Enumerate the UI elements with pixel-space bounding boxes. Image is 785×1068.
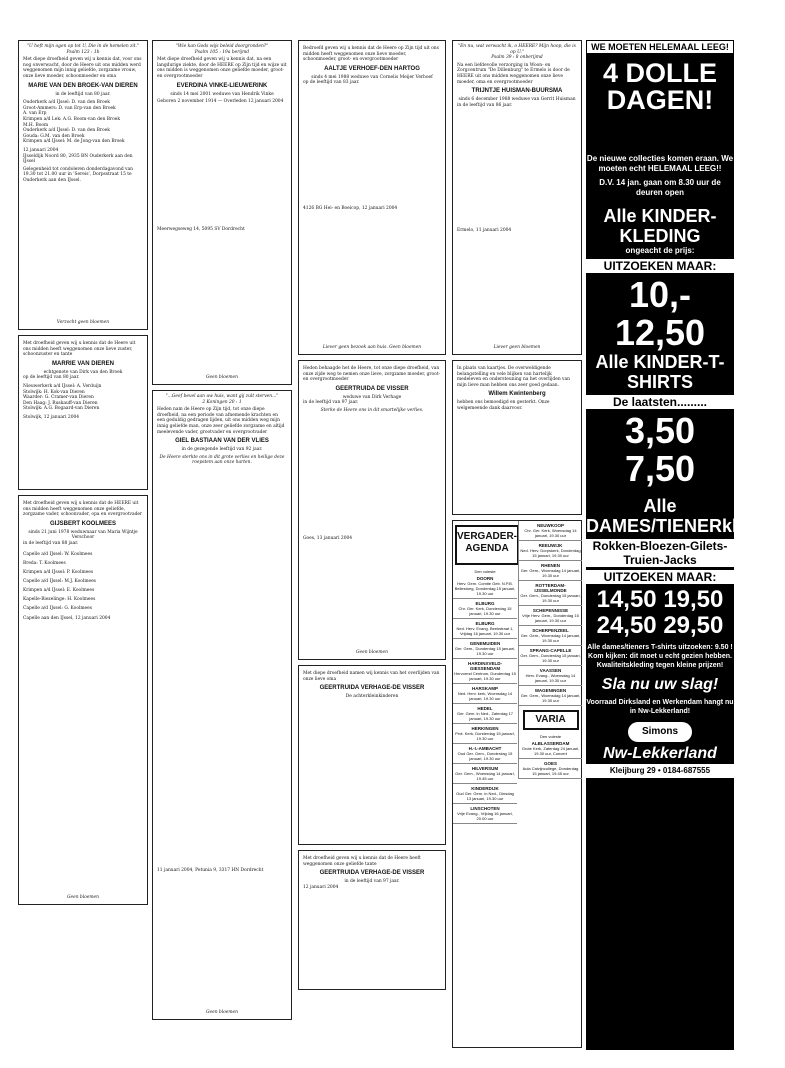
agenda-item <box>453 784 517 804</box>
ad-price-2: 3,50 7,50 <box>624 410 696 489</box>
family-line: Stolwijk: H. Kok-van Dieren <box>23 389 85 395</box>
agenda-place: HERKINGEN <box>471 726 499 731</box>
ad-kinder-kleding: Alle KINDER-KLEDING <box>603 206 717 246</box>
agenda-place: SPRANG-CAPELLE <box>529 648 572 653</box>
intro-text: In plaats van kaartjes. De overweldigende belangstelling en vele blijken van hartelijk medeleven en ondersteuning na het overlijden van mijn lieve man hebben ons zeer goed gedaan. <box>457 366 570 388</box>
ad-stock-note: Voorraad Dirksland en Werkendam hangt nu in Nw-Lekkerland! <box>586 699 734 715</box>
varia-place: GOES <box>543 761 557 766</box>
agenda-details: Ger. Gem., Donderdag 15 januari, 19.30 uur <box>520 593 581 603</box>
subtitle: sinds 21 juni 1978 weduwnaar van Maria Wijntje Verschoor <box>28 529 138 541</box>
signature-name: Willem Kwintenberg <box>488 391 546 398</box>
age: in de leeftijd van 80 jaar. <box>55 91 111 97</box>
agenda-details: Herv. Gem. Comite Geb. N.P.B. Beilestoeg, Donderdag 15 januari, 19.30 uur <box>454 581 516 596</box>
ad-opening-text: D.V. 14 jan. gaan om 8.30 uur de deuren open <box>599 178 721 197</box>
ad-location: Nw-Lekkerland <box>603 745 717 762</box>
deceased-name: GIJSBERT KOOLMEES <box>49 520 116 527</box>
ad-slogan: Sla nu uw slag! <box>601 676 719 693</box>
age: op de leeftijd van 83 jaar. <box>303 80 360 86</box>
agenda-place: GENEMUIDEN <box>469 641 501 646</box>
deceased-name: GEERTRUIDA DE VISSER <box>335 385 409 392</box>
family-line: A. van Erp <box>23 111 47 117</box>
agenda-place: H.-I.-AMBACHT <box>468 746 502 751</box>
agenda-details: Oud Ger. Gem., Donderdag 15 januari, 19.30 uur <box>457 751 513 761</box>
ad-clothing-types: Rokken-Bloezen-Gilets-Truien-Jacks <box>586 539 734 567</box>
date: Stolwijk, 12 januari 2004 <box>23 414 80 420</box>
deceased-name: GEERTRUIDA VERHAGE-DE VISSER <box>319 685 425 692</box>
agenda-item <box>453 684 517 704</box>
ad-uitzoeken-1: UITZOEKEN MAAR: <box>586 259 734 273</box>
varia-title: VARIA <box>523 710 579 730</box>
agenda-right-column <box>518 521 582 779</box>
address: Meerwegseweg 14, 5095 SV Dordrecht <box>157 226 245 232</box>
agenda-place: SCHEPENNISSE <box>532 608 569 613</box>
column-1 <box>18 40 148 910</box>
ad-kinder-tshirts: Alle KINDER-T-SHIRTS <box>595 352 725 392</box>
motto: Sterke de Heere ons in dit smartelijke verlies. <box>320 407 424 413</box>
agenda-item <box>453 574 517 599</box>
intro-text: Heden behaagde het de Heere, tot onze diepe droefheid, van onze zijde weg te nemen onze lieve, zorgzame moeder, groot- en overgrootmoeder <box>303 366 441 383</box>
deceased-name: MARIE VAN DEN BROEK-VAN DIEREN <box>28 82 138 89</box>
motto: De Heere sterkte ons in dit grote verlies en heilige deze roepstem aan onze harten. <box>159 454 285 466</box>
ad-laatsten: De laatsten......... <box>586 395 734 409</box>
age: in de gezegende leeftijd van 92 jaar. <box>181 447 263 453</box>
family-list <box>157 107 287 227</box>
obituary-geertruida-de-visser <box>298 360 446 660</box>
agenda-details: Ger. Gem., Woensdag 14 januari, 19.30 uur <box>520 633 581 643</box>
ad-price-note: ongeacht de prijs: <box>625 246 695 255</box>
family-line: Krimpen a/d IJssel: P. Koolmees <box>23 569 94 575</box>
subtitle: sinds 6 december 1988 weduwe van Gerrit Huisman <box>458 97 576 103</box>
verse-ref: Psalm 123 : 1b <box>66 49 100 55</box>
agenda-place: RHENEN <box>540 563 560 568</box>
subtitle: De achterkleinkinderen <box>345 694 399 700</box>
varia-item <box>519 739 582 759</box>
ad-uitzoeken-2: UITZOEKEN MAAR: <box>586 570 734 584</box>
deceased-name: AALTJE VERHOEF-DEN HARTOG <box>324 65 420 72</box>
agenda-place: DOORN <box>476 576 494 581</box>
agenda-details: Prot. Kerk, Donderdag 15 januari, 19.30 uur <box>455 731 515 741</box>
closing-note: Liever geen bloemen <box>493 345 541 351</box>
agenda-item <box>519 581 582 606</box>
column-4 <box>452 40 582 520</box>
birth-death: Geboren 2 november 1914 — Overleden 12 januari 2004 <box>157 99 284 105</box>
agenda-item <box>519 666 582 686</box>
family-line: Krimpen a/d IJssel: E. Koolmees <box>23 587 95 593</box>
agenda-item <box>519 561 582 581</box>
family-line: Krimpen a/d Lek: A.G. Boom-van den Broek <box>23 116 120 122</box>
family-line: Kapelle-Biezelinge: H. Koolmees <box>23 596 96 602</box>
closing-note: Verzocht geen bloemen <box>56 320 110 326</box>
agenda-item <box>519 646 582 666</box>
obituary-gijsbert-koolmees <box>18 495 148 905</box>
family-list <box>23 384 143 412</box>
simons-logo: Simons <box>628 722 692 742</box>
column-3 <box>298 40 446 995</box>
date: Ermelo, 11 januari 2004 <box>457 228 512 234</box>
subtitle: echtgenote van Dirk van den Broek <box>43 369 123 375</box>
obituary-giel-van-der-vlies <box>152 390 292 1020</box>
subtitle: sinds 4 mei 1988 weduwe van Cornelis Meijer Verhoef <box>311 74 433 80</box>
agenda-details: Ger. Gem., Woensdag 14 januari, 19.30 uur <box>520 568 581 578</box>
family-list <box>457 108 577 228</box>
deceased-name: GIEL BASTIAAN VAN DER VLIES <box>175 438 269 445</box>
agenda-place: ELBURG <box>475 621 495 626</box>
family-list <box>23 550 143 613</box>
intro-text: Met droefheid geven wij u kennis dat de Heere heeft weggenomen onze geliefde tante <box>303 856 421 867</box>
closing-note: Geen bloemen <box>356 650 388 656</box>
verse: "U heft mijn ogen op tot U, Die in de hemelen zit." <box>27 44 139 49</box>
ad-headline-line-1: 4 DOLLE <box>602 58 717 88</box>
agenda-place: HILVERSUM <box>471 766 499 771</box>
age: in de leeftijd van 86 jaar. <box>457 102 513 108</box>
agenda-details: Chr. Ger. Kerk, Woensdag 14 januari, 19.30 uur <box>524 528 577 538</box>
family-line: Den Haag: J. Ruskauff-van Dieren <box>23 400 98 406</box>
agenda-details: Ned. Herv. Dorpskerk, Donderdag 15 januari, 19.30 uur <box>520 548 581 558</box>
ad-headline-line-2: DAGEN! <box>606 85 714 115</box>
intro-text: Na een liefdevolle verzorging in Woon- en Zorgcentrum "De Dillenburg" te Ermelo is door de HEERE uit ons midden weggenomen onze lieve moeder, oma en overgrootmoeder <box>457 62 570 85</box>
agenda-place: ELBURG <box>475 601 495 606</box>
agenda-item <box>453 704 517 724</box>
agenda-item <box>519 626 582 646</box>
agenda-details: Chr. Ger. Kerk, Donderdag 15 januari, 19.30 uur <box>458 606 512 616</box>
verse: "En nu, wat verwacht ik, o HEERE? Mijn hoop, die is op U." <box>458 44 576 55</box>
intro-text: Heden nam de Heere op Zijn tijd, tot onze diepe droefheid, na een periode van afnemende krachten en een geduldig gedragen lijden, uit ons midden weg mijn innig geliefde man, onze zeer geliefde zorgzame en altijd meelevende vader, grootvader en overgrootvader <box>157 407 285 435</box>
subtitle: weduwe van Dirk Verhage <box>342 394 402 400</box>
agenda-item <box>519 521 582 541</box>
agenda-details: Ned. Herv. Evang. Beekstraat 1, Vrijdag 16 januari, 19.30 uur <box>456 626 514 636</box>
agenda-place: WAGENINGEN <box>534 688 567 693</box>
deceased-name: GEERTRUIDA VERHAGE-DE VISSER <box>319 870 425 877</box>
family-line: Capelle a/d IJssel: M.J. Koolmees <box>23 578 96 584</box>
ad-price-1: 10,- 12,50 <box>614 274 706 353</box>
agenda-place: HARSKAMP <box>471 686 498 691</box>
closing-note: Geen bloemen <box>206 1010 238 1016</box>
deceased-name: MARRIE VAN DIEREN <box>52 360 114 367</box>
family-line: Capelle a/d IJssel: W. Koolmees <box>23 551 93 557</box>
agenda-subtitle: Den voleste <box>474 569 496 574</box>
intro-text: Met diepe droefheid geven wij u kennis dat, voor ons nog onverwacht, door de Heere uit ons midden werd weggenomen mijn innig geliefde, zorgzame vrouw, onze lieve moeder, schoonmoeder en oma <box>23 57 142 79</box>
obituary-aaltje-verhoef <box>298 40 446 355</box>
ad-address-phone: Kleijburg 29 • 0184-687555 <box>586 764 734 778</box>
date: 12 januari 2004 <box>303 884 339 890</box>
family-line: Ouderkerk a/d IJssel: D. van den Broek <box>23 100 110 106</box>
funeral-info: Gelegenheid tot condoleren donderdagavond van 19.30 tot 21.00 uur in 'Sereis', Dorpsstraat 15 te Ouderkerk aan den IJssel. <box>23 166 133 183</box>
closing-note: Geen bloemen <box>67 895 99 901</box>
age: op de leeftijd van 80 jaar. <box>23 375 80 381</box>
address: IJsseldijk Noord 80, 2935 BN Ouderkerk aan den IJssel <box>23 153 133 165</box>
agenda-details: Oud Ger. Gem. in Ned., Dinsdag 13 januari, 19.30 uur <box>456 791 514 801</box>
agenda-details: Ger. Gem., Donderdag 15 januari, 19.30 uur <box>520 653 581 663</box>
verse-ref: Psalm 105 : 19a berijmd <box>194 49 250 55</box>
ad-price-4: 24,50 29,50 <box>596 612 724 639</box>
agenda-details: Ger. Gem., Woensdag 14 januari, 19.30 uur <box>520 693 581 703</box>
agenda-item <box>453 764 517 784</box>
simons-advertisement <box>586 40 785 1050</box>
family-list <box>23 100 143 145</box>
closing-note: Liever geen bezoek aan huis. Geen bloemen <box>322 345 422 351</box>
agenda-item <box>453 744 517 764</box>
agenda-details: Ger. Gem., Donderdag 15 januari, 19.30 uur <box>454 646 516 656</box>
family-list <box>157 468 287 868</box>
obituary-trijntje-huisman <box>452 40 582 355</box>
agenda-details: Ger. Gem., Woensdag 14 januari, 19.45 uur <box>455 771 515 781</box>
verse: "Wie kan Gods wijs beleid doorgronden?" <box>175 44 269 49</box>
age: in de leeftijd van 97 jaar. <box>344 879 400 885</box>
agenda-item <box>453 619 517 639</box>
age: in de leeftijd van 88 jaar. <box>23 540 79 546</box>
varia-details: Aula Calvijncollege, Donderdag 15 januari, 19.45 uur <box>522 766 579 776</box>
agenda-details: Ned. Herv. kerk, Woensdag 14 januari, 19.30 uur <box>457 691 513 701</box>
obituary-geertruida-verhage-2 <box>298 850 446 990</box>
closing-note: Geen bloemen <box>206 375 238 381</box>
agenda-title: VERGADER-AGENDA <box>455 525 519 565</box>
date: Capelle aan den IJssel, 12 januari 2004 <box>23 615 111 621</box>
agenda-details: Vrije Herv. Gem., Donderdag 15 januari, 19.30 uur <box>522 613 579 623</box>
agenda-item <box>453 724 517 744</box>
verse-ref: Psalm 39 : 8 onberijmd <box>491 55 543 61</box>
intro-text: Bedroefd geven wij u kennis dat de Heere op Zijn tijd uit ons midden heeft weggenomen onze lieve moeder, schoonmoeder, groot- en overgrootmoeder <box>303 46 439 63</box>
agenda-place: SCHERPENZEEL <box>532 628 569 633</box>
date: 11 januari 2004, Petunia 9, 3317 HN Dordrecht <box>157 867 264 873</box>
age: in de leeftijd van 97 jaar. <box>303 400 359 406</box>
agenda-place: VAASSEN <box>539 668 562 673</box>
family-line: Groot-Ammers: D. van Erp-van den Broek <box>23 105 116 111</box>
family-list <box>303 416 441 536</box>
agenda-item <box>453 639 517 659</box>
varia-item <box>519 759 582 779</box>
varia-subtitle: Den voleste <box>539 734 562 739</box>
varia-details: Grote Kerk, Zaterdag 24 januari, 19.30 uur, Concert <box>521 746 580 756</box>
thank-you-notice <box>452 360 582 515</box>
agenda-details: Hervormd Centrum, Donderdag 15 januari, 19.30 uur <box>454 671 516 681</box>
thanks-text: hebben ons bemoedigd en gesterkt. Onze welgemeende dank daarvoor. <box>457 400 550 411</box>
agenda-place: REEUWIJK <box>538 543 563 548</box>
ad-dames-tieners: Alle DAMES/TIENERkleding <box>586 496 785 536</box>
intro-text: Met droefheid geven wij u kennis dat de HEERE uit ons midden heeft weggenomen onze geliefde, zorgzame vader, schoonvader, opa en overgrootvader <box>23 501 143 518</box>
date: Goes, 13 januari 2004 <box>303 535 353 541</box>
agenda-item <box>519 686 582 706</box>
date: 4126 BG Hei- en Boeicop, 12 januari 2004 <box>303 205 398 211</box>
agenda-details: Ger. Gem. in Ned., Zaterdag 17 januari, 19.30 uur <box>456 711 514 721</box>
ad-collections-text: De nieuwe collecties komen eraan. We moeten echt HELEMAAL LEEG!! <box>586 154 734 173</box>
obituary-geertruida-verhage-1 <box>298 665 446 845</box>
agenda-place: LINSCHOTEN <box>470 806 500 811</box>
family-line: Breda: T. Koolmees <box>23 560 66 566</box>
vergader-agenda <box>452 520 582 1048</box>
agenda-place: ROTTERDAM-IJSSELMONDE <box>534 583 567 593</box>
agenda-left-column <box>453 521 517 824</box>
agenda-place: HEDEL <box>477 706 493 711</box>
date: 12 januari 2004 <box>23 147 59 153</box>
agenda-item <box>519 606 582 626</box>
agenda-item <box>519 541 582 561</box>
subtitle: sinds 14 mei 2001 weduwe van Hendrik Vinke <box>170 91 274 97</box>
ad-header: WE MOETEN HELEMAAL LEEG! <box>586 40 734 54</box>
agenda-details: Vrije Evang., Vrijdag 16 januari, 20.00 uur <box>457 811 513 821</box>
intro-text: Met diepe droefheid namen wij kennis van het overlijden van onze lieve oma <box>303 671 440 682</box>
family-line: Waarder: G. Cramer-van Dieren <box>23 395 94 401</box>
intro-text: Met diepe droefheid geven wij u kennis dat, na een langdurige ziekte, door de HEERE op Zijn tijd en wijze uit ons midden is weggenomen onze geliefde moeder, groot- en overgrootmoeder <box>157 57 287 79</box>
varia-place: ALBLASSERDAM <box>531 741 570 746</box>
intro-text: Met droefheid geven wij u kennis dat de Heere uit ons midden heeft weggenomen onze lieve zuster, schoonzuster en tante <box>23 341 136 358</box>
family-line: Gouda: G.M. van den Broek <box>23 133 85 139</box>
obituary-marie-van-den-broek <box>18 40 148 330</box>
agenda-item <box>453 659 517 684</box>
agenda-place: KINDERDIJK <box>471 786 499 791</box>
deceased-name: EVERDINA VINKE-LIEUWERINK <box>176 82 268 89</box>
family-line: M.H. Boom <box>23 122 49 128</box>
verse: "...Geef bevel aan uw huis, want gij zult sterven..." <box>165 394 279 399</box>
family-line: Capelle a/d IJssel: G. Koolmees <box>23 605 92 611</box>
verse-ref: 2 Koningen 20 : 1 <box>202 399 242 405</box>
agenda-item <box>453 804 517 824</box>
ad-tshirt-offer: Alle dames/tieners T-shirts uitzoeken: 9.50 ! Kom kijken: dit moet u echt gezien hebben. Kwaliteitskleding tegen kleine prijzen! <box>587 644 733 669</box>
agenda-place: NEUWKOOP <box>537 523 564 528</box>
agenda-place: HARDINXVELD-GIESSENDAM <box>467 661 502 671</box>
family-line: Ouderkerk a/d IJssel: D. van den Broek <box>23 128 110 134</box>
family-list <box>303 86 441 206</box>
obituary-marrie-van-dieren <box>18 335 148 490</box>
column-2 <box>152 40 292 1025</box>
deceased-name: TRIJNTJE HUISMAN-BUURSMA <box>471 88 563 95</box>
obituary-everdina-vinke <box>152 40 292 385</box>
agenda-details: Herv. Evang., Woensdag 14 januari, 19.30 uur <box>525 673 576 683</box>
ad-price-3: 14,50 19,50 <box>596 586 724 613</box>
agenda-item <box>453 599 517 619</box>
family-line: Nieuwerkerk a/d IJssel: A. Verduijn <box>23 383 102 389</box>
family-line: Krimpen a/d IJssel: M. de Jong-van den Broek <box>23 139 125 145</box>
family-line: Stolwijk: A.G. Bogaard-van Dieren <box>23 406 100 412</box>
